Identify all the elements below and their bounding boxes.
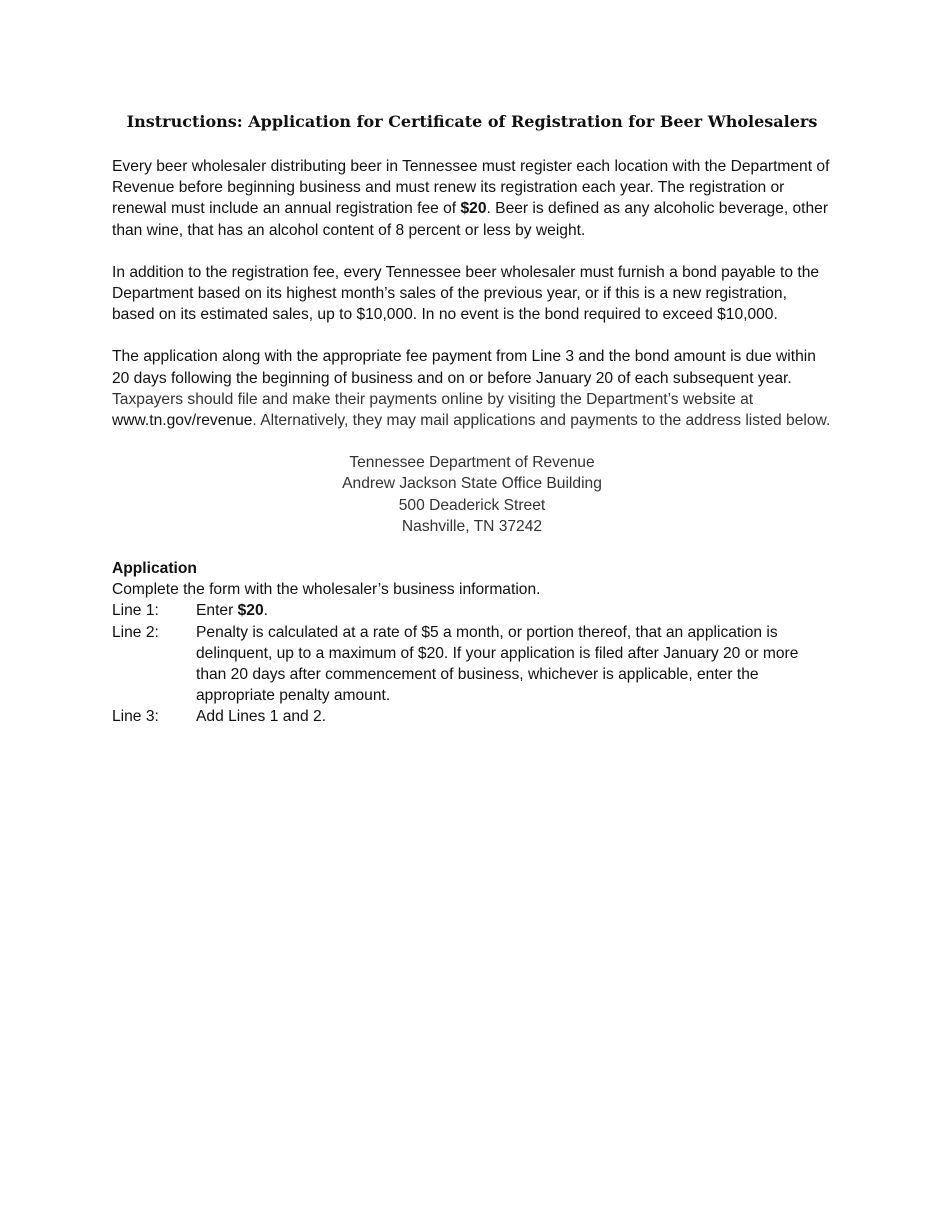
registration-paragraph — [112, 156, 832, 241]
application-heading: Application — [112, 560, 197, 578]
line-1-text — [196, 600, 832, 621]
application-intro: Complete the form with the wholesaler’s business information. — [112, 581, 541, 599]
online-filing-text: Taxpayers should file and make their payments online by visiting the Department’s website at — [112, 390, 754, 408]
line-1-suffix: . — [263, 602, 268, 620]
instructions-page — [112, 110, 832, 728]
line-2-text: Penalty is calculated at a rate of $5 a month, or portion thereof, that an application is delinquent, up to a maximum of $20. If your application is filed after January 20 or more than 20 days after commencement of business, whichever is applicable, enter the appropriate penalty amount. — [196, 623, 799, 705]
bond-paragraph: In addition to the registration fee, every Tennessee beer wholesaler must furnish a bond payable to the Department based on its highest month’s sales of the previous year, or if this is a new registration, based on its estimated sales, up to $10,000. In no event is the bond required to exceed $10,000. — [112, 263, 820, 324]
beer-definition-text: . Beer is defined as any alcoholic beverage, other than wine, that has an alcohol content of 8 percent or less by weight. — [112, 200, 829, 239]
line-3-label: Line 3: — [112, 708, 159, 726]
application-section — [112, 558, 832, 728]
registration-fee: $20 — [460, 200, 487, 218]
registration-text: Every beer wholesaler distributing beer in Tennessee must register each location with the Department of Revenue before beginning business and must renew its registration each year. The registration or renewal must include an annual registration fee of — [112, 158, 830, 218]
line-1-amount: $20 — [237, 602, 264, 620]
line-1-label: Line 1: — [112, 602, 159, 620]
line-1-instruction — [112, 600, 832, 621]
address-line-2: Andrew Jackson State Office Building — [342, 475, 602, 493]
due-date-paragraph — [112, 346, 832, 431]
page-title: Instructions: Application for Certificate of Registration for Beer Wholesalers — [126, 112, 818, 131]
line-3-text: Add Lines 1 and 2. — [196, 708, 327, 726]
line-2-instruction — [112, 622, 832, 707]
mail-option-text: . Alternatively, they may mail applications and payments to the address listed below. — [252, 412, 831, 430]
address-line-3: 500 Deaderick Street — [398, 496, 546, 514]
website-link[interactable]: www.tn.gov/revenue — [112, 412, 253, 430]
line-1-prefix: Enter — [196, 602, 238, 620]
address-line-4: Nashville, TN 37242 — [401, 517, 543, 535]
address-line-1: Tennessee Department of Revenue — [349, 454, 595, 472]
mailing-address — [112, 452, 832, 537]
due-date-text: The application along with the appropriate fee payment from Line 3 and the bond amount is due within 20 days following the beginning of business and on or before January 20 of each subsequent year. — [112, 348, 816, 387]
line-2-label: Line 2: — [112, 623, 159, 641]
line-3-instruction — [112, 706, 832, 727]
